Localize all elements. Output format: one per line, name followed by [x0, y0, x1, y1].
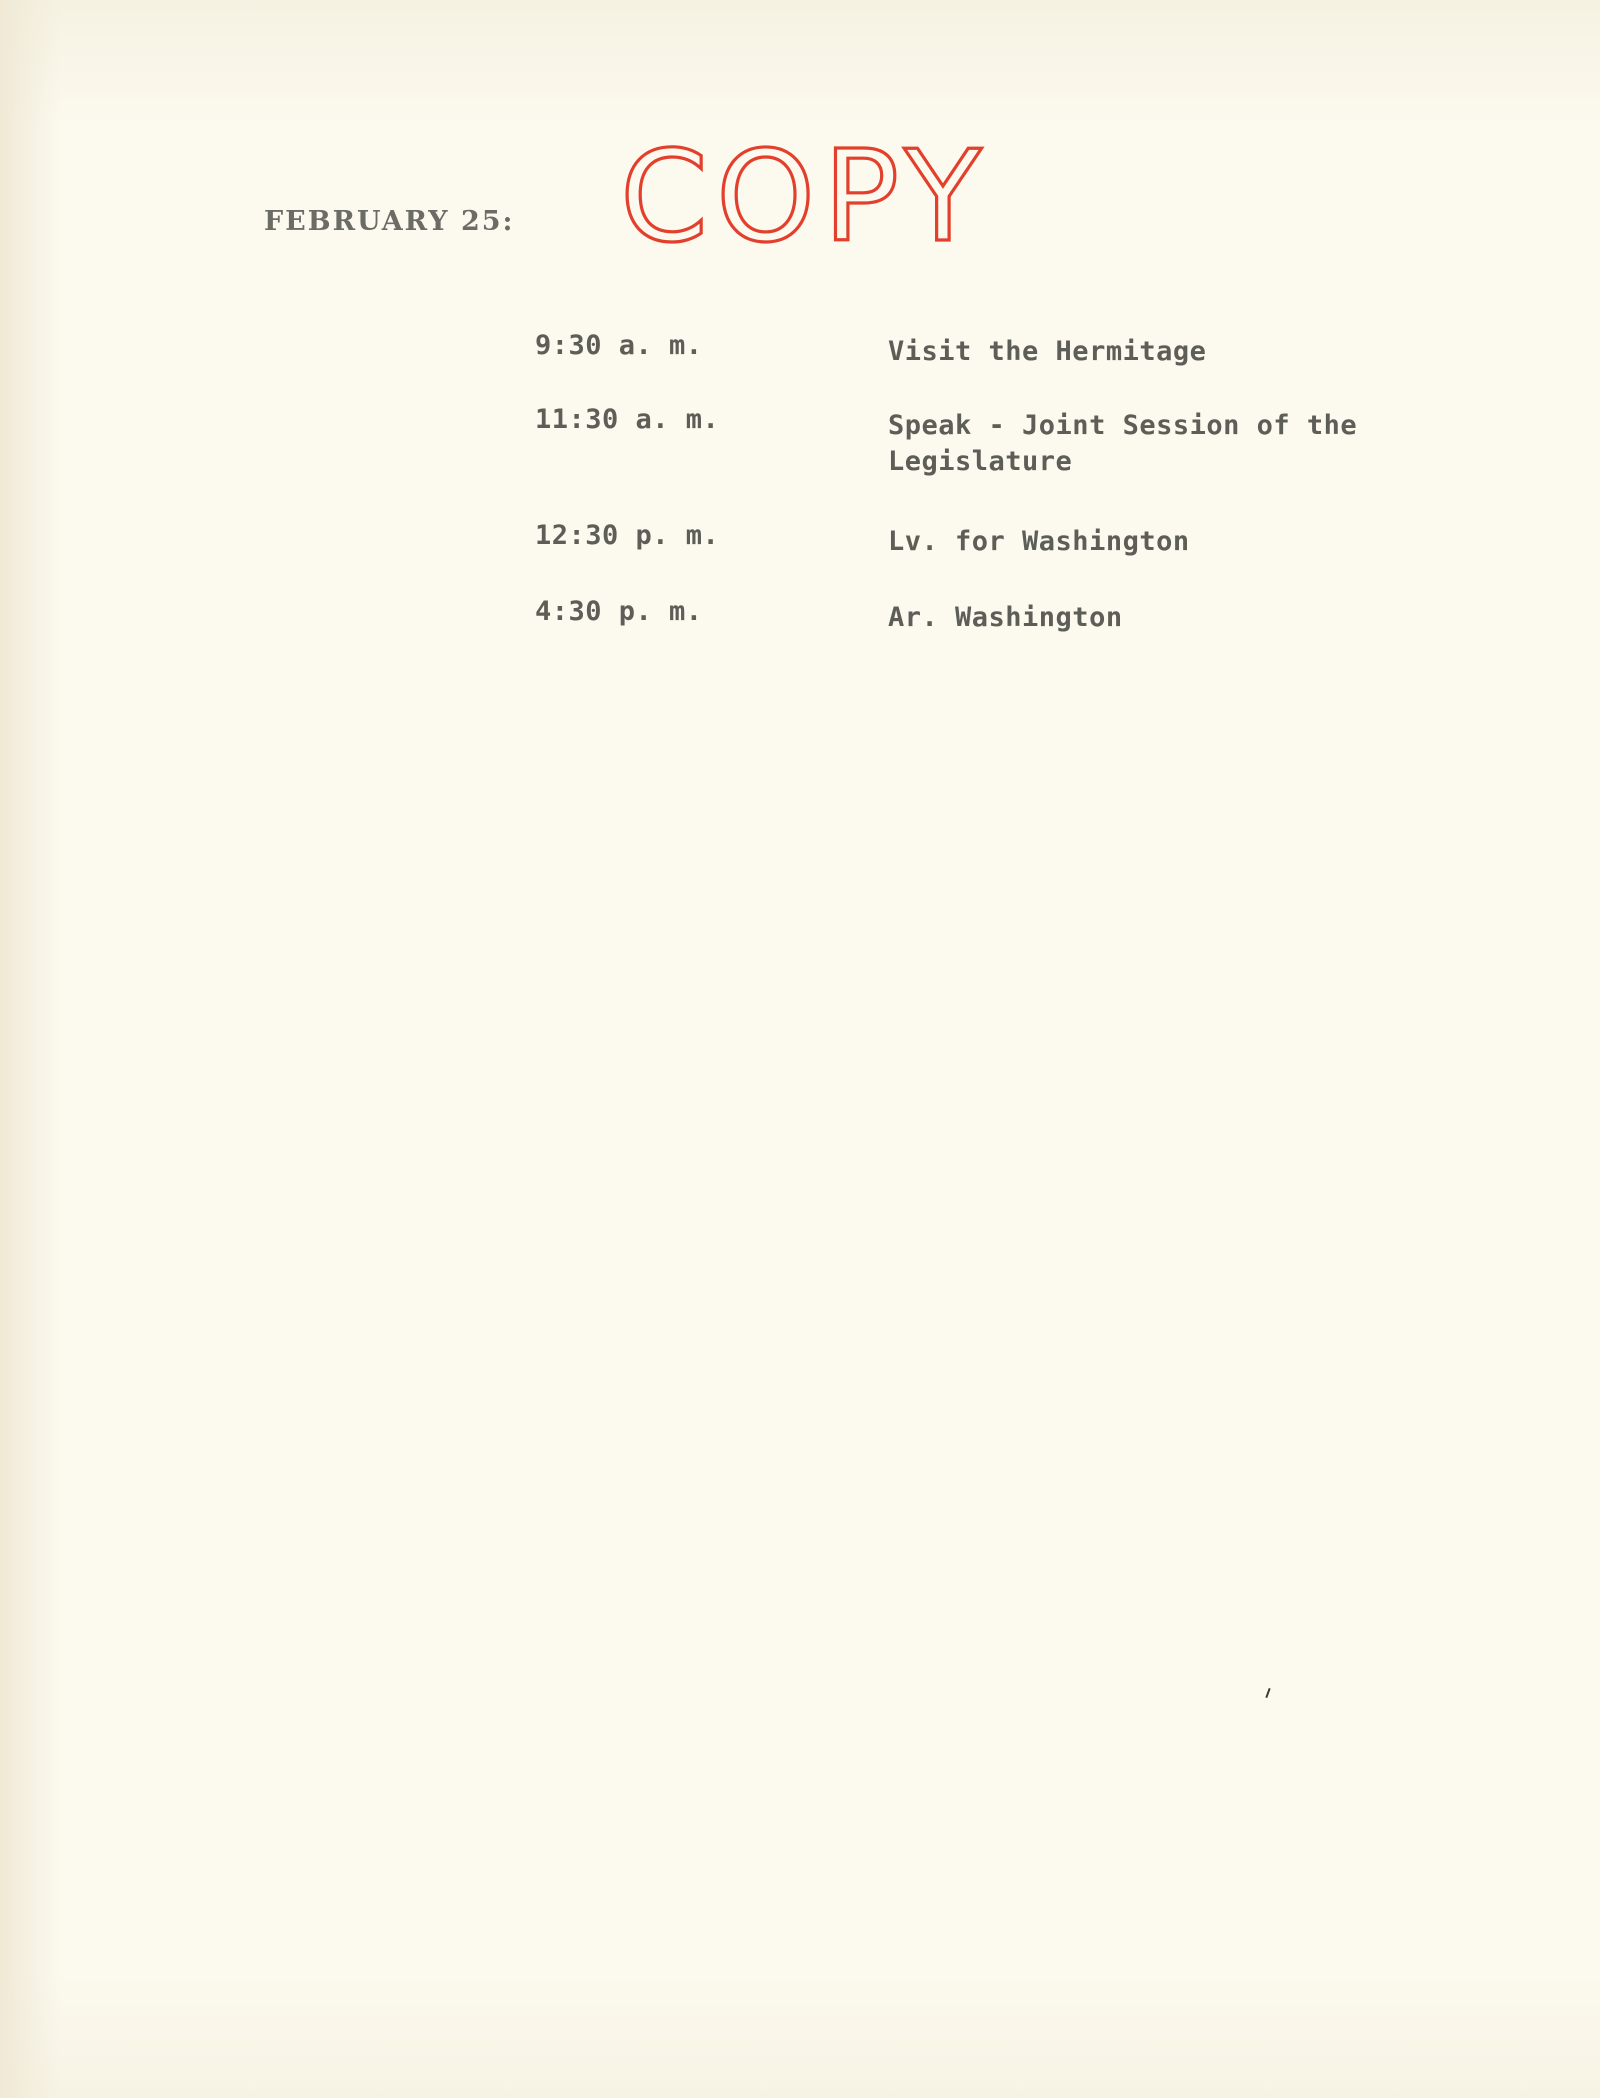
date-heading: FEBRUARY 25:	[264, 206, 515, 237]
schedule-event: Lv. for Washington	[888, 526, 1190, 557]
copy-stamp	[620, 140, 1040, 250]
schedule-time: 11:30 a. m.	[535, 404, 720, 435]
schedule-time: 12:30 p. m.	[535, 520, 720, 551]
schedule-event: Ar. Washington	[888, 602, 1123, 633]
schedule-time: 4:30 p. m.	[535, 596, 703, 627]
schedule-event: Visit the Hermitage	[888, 336, 1207, 367]
copy-stamp-text: COPY	[620, 140, 990, 250]
stray-pen-mark	[1265, 1688, 1270, 1698]
schedule-time: 9:30 a. m.	[535, 330, 703, 361]
schedule-event: Speak - Joint Session of the Legislature	[888, 410, 1358, 477]
paper-edge-shading	[0, 0, 60, 2098]
